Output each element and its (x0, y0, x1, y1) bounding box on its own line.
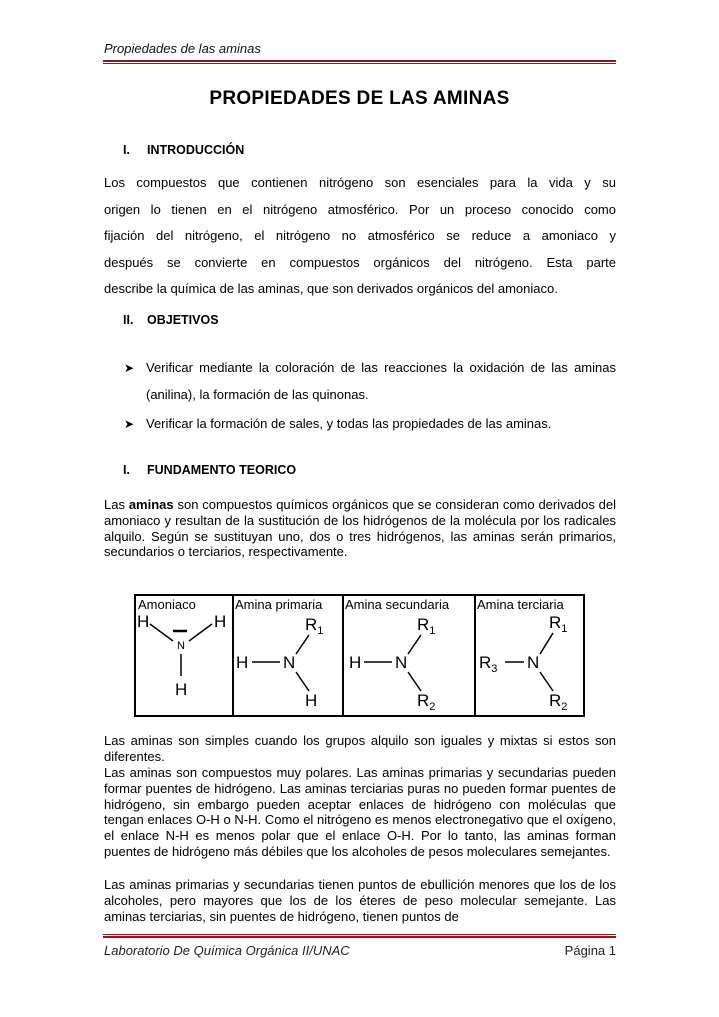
radical-symbol: R (417, 691, 430, 710)
arrow-bullet-icon: ➤ (124, 417, 135, 431)
column-header: Amina terciaria (477, 597, 564, 612)
column-amina-terciaria (475, 596, 583, 715)
section-number: I. (123, 143, 130, 157)
section-heading-fundamento (123, 463, 296, 477)
primary-amine-bonds (233, 596, 342, 716)
atom-nitrogen: N (527, 653, 540, 672)
atom-nitrogen: N (283, 653, 296, 672)
running-header: Propiedades de las aminas (104, 41, 261, 56)
page-number: Página 1 (564, 943, 616, 958)
atom-hydrogen: H (236, 653, 249, 672)
column-amoniaco (136, 596, 232, 715)
objective-item (124, 411, 616, 438)
bold-term: aminas (128, 497, 174, 512)
column-header: Amina primaria (235, 597, 323, 612)
radical-symbol: R (417, 615, 430, 634)
secondary-amine-bonds (343, 596, 474, 716)
intro-line: fijación del nitrógeno, el nitrógeno no atmosférico se reduce a amoniaco y (104, 228, 616, 243)
section-number: II. (123, 313, 134, 327)
intro-line: origen lo tienen en el nitrógeno atmosférico. Por un proceso conocido como (104, 201, 616, 217)
objective-item (124, 355, 616, 408)
radical-symbol: R (305, 615, 318, 634)
radical-subscript: 2 (429, 701, 436, 713)
column-amina-secundaria (343, 596, 474, 715)
radical-subscript: 3 (491, 663, 498, 675)
column-amina-primaria (233, 596, 342, 715)
page-title: PROPIEDADES DE LAS AMINAS (209, 88, 510, 109)
intro-line: describe la química de las aminas, que son derivados orgánicos del amoniaco. (104, 281, 558, 296)
objective-text: Verificar mediante la coloración de las reacciones la oxidación de las aminas (anilina), la formación de las quinonas. (146, 360, 616, 402)
section-title: OBJETIVOS (147, 313, 219, 327)
fundamento-paragraph-1 (104, 497, 616, 560)
intro-line: después se convierte en compuestos orgánicos del nitrógeno. Esta parte (104, 254, 616, 270)
fundamento-paragraph-4: Las aminas primarias y secundarias tienen puntos de ebullición menores que los de los alcoholes, pero mayores que los de los éteres de peso molecular semejante. Las aminas terciarias, sin puentes de hidrógeno, tienen puntos de (104, 877, 616, 924)
atom-hydrogen: H (349, 653, 362, 672)
radical-subscript: 1 (561, 623, 568, 635)
atom-hydrogen: H (137, 612, 150, 631)
text-run: Las (104, 497, 129, 512)
header-divider (103, 60, 616, 64)
section-number: I. (123, 463, 130, 477)
atom-hydrogen: H (175, 680, 188, 699)
ammonia-bonds (136, 596, 232, 716)
radical-subscript: 1 (429, 625, 436, 637)
atom-hydrogen: H (214, 612, 227, 631)
atom-nitrogen: N (395, 653, 408, 672)
text-run: son compuestos químicos orgánicos que se consideran como derivados del amoniaco y resultan de la sustitución de los hidrógenos de la molécula por los radicales alquilo. Según se sustituyan uno, dos o tres hidrógenos, las aminas serán primarios, secundarios o terciarios, respectivamente. (104, 497, 617, 560)
section-heading-introduccion (123, 143, 244, 157)
radical-symbol: R (479, 653, 492, 672)
atom-hydrogen: H (305, 691, 318, 710)
column-header: Amina secundaria (345, 597, 450, 612)
arrow-bullet-icon: ➤ (124, 361, 135, 375)
atom-nitrogen: N (177, 640, 185, 652)
section-heading-objetivos (123, 313, 219, 327)
intro-line: Los compuestos que contienen nitrógeno son esenciales para la vida y su (104, 175, 616, 190)
amine-structures-table (134, 594, 585, 717)
tertiary-amine-bonds (475, 596, 583, 716)
footer-lab-name: Laboratorio De Química Orgánica II/UNAC (104, 943, 350, 958)
objective-text: Verificar la formación de sales, y todas las propiedades de las aminas. (146, 416, 552, 431)
fundamento-paragraph-3: Las aminas son compuestos muy polares. Las aminas primarias y secundarias pueden formar puentes de hidrógeno. Las aminas terciarias puras no pueden formar puentes de hidrógeno, sin embargo pueden aceptar enlaces de hidrógeno con moléculas que tengan enlaces O-H o N-H. Como el nitrógeno es menos electronegativo que el oxígeno, el enlace N-H es menos polar que el enlace O-H. Por lo tanto, las aminas forman puentes de hidrógeno más débiles que los alcoholes de pesos moleculares semejantes. (104, 765, 616, 859)
radical-subscript: 1 (317, 625, 324, 637)
fundamento-paragraph-2: Las aminas son simples cuando los grupos alquilo son iguales y mixtas si estos son diferentes. (104, 733, 616, 764)
section-title: INTRODUCCIÓN (147, 143, 245, 157)
radical-symbol: R (549, 691, 562, 710)
column-header: Amoniaco (138, 597, 196, 612)
intro-paragraph (104, 170, 616, 303)
section-title: FUNDAMENTO TEORICO (147, 463, 297, 477)
radical-subscript: 2 (561, 701, 568, 713)
footer-divider (103, 934, 616, 938)
radical-symbol: R (549, 613, 562, 632)
